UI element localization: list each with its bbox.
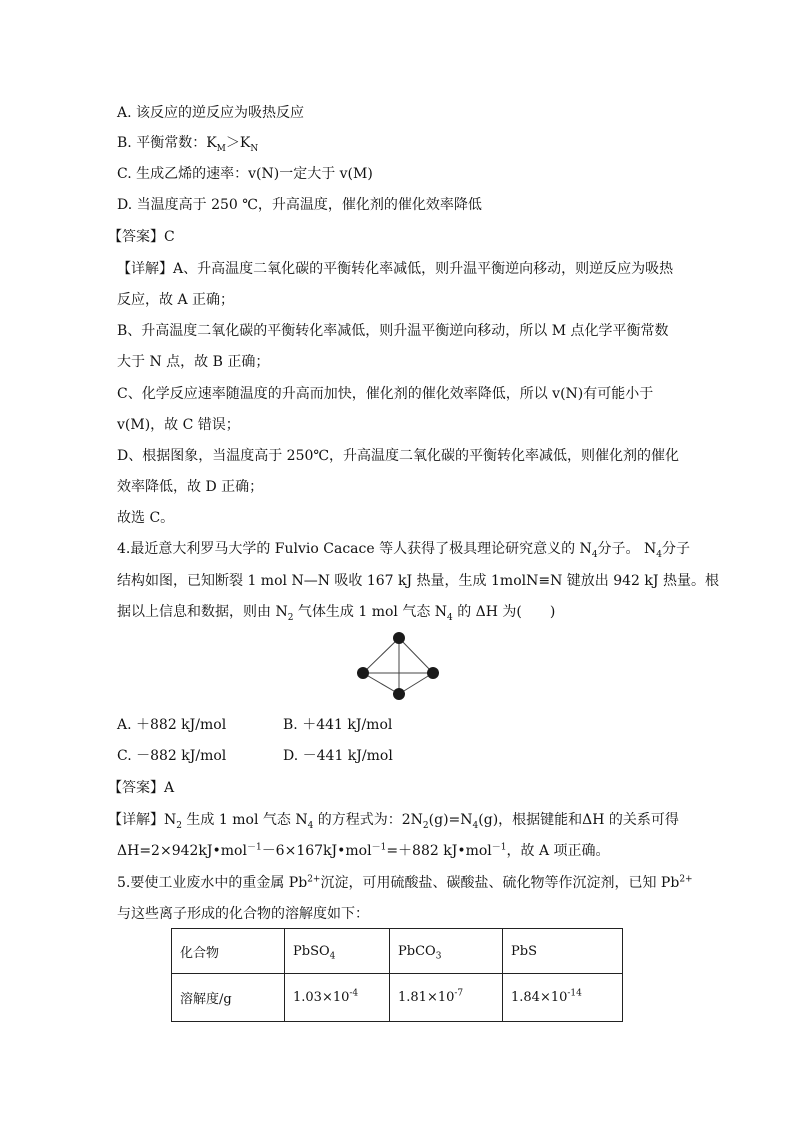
explanation-line: C、化学反应速率随温度的升高而加快，催化剂的催化效率降低，所以 v(N)有可能小于 [117, 386, 654, 402]
table-cell: PbSO$_4$ [285, 929, 390, 974]
explanation-line: D、根据图象，当温度高于 250℃，升高温度二氧化碳的平衡转化率减低，则催化剂的催化 [117, 448, 680, 464]
explanation-line: B、升高温度二氧化碳的平衡转化率减低，则升温平衡逆向移动，所以 M 点化学平衡常数 [117, 323, 669, 339]
table-cell: $1.03\times 10^{-4}$ [285, 974, 390, 1022]
option-c: C. －882 kJ/mol [117, 748, 227, 764]
nitrogen-atom [393, 688, 405, 700]
question-5-stem: 5.要使工业废水中的重金属 $Pb^{2+}$沉淀，可用硫酸盐、碳酸盐、硫化物等作沉淀剂，已知 $Pb^{2+}$ [117, 874, 693, 891]
table-cell: PbCO$_3$ [390, 929, 503, 974]
bond-line [363, 673, 399, 694]
table-cell: $1.81\times 10^{-7}$ [390, 974, 503, 1022]
question-4-stem: 结构如图，已知断裂 1 mol N—N 吸收 167 kJ 热量，生成 1molN≡N 键放出 942 kJ 热量。根 [117, 573, 719, 589]
explanation-line: 【详解】A、升高温度二氧化碳的平衡转化率减低，则升温平衡逆向移动，则逆反应为吸热 [117, 261, 674, 277]
table-cell: 溶解度/g [172, 974, 285, 1022]
explanation-line: 反应，故 A 正确； [117, 292, 235, 308]
answer-label: 【答案】A [108, 780, 175, 796]
explanation-line: v(M)，故 C 错误； [117, 417, 240, 433]
option-b: B. 平衡常数：$K_M>K_N$ [117, 135, 259, 154]
explanation-line: 【详解】$N_2$ 生成 1 mol 气态 $N_4$ 的方程式为：$2N_2(g)=N_4(g)$，根据键能和ΔH 的关系可得 [108, 812, 679, 831]
option-a: A. 该反应的逆反应为吸热反应 [117, 105, 305, 121]
option-c: C. 生成乙烯的速率：v(N)一定大于 v(M) [117, 166, 373, 182]
explanation-line: ΔH=2×942kJ•mol$^{-1}$－6×167kJ•mol$^{-1}$=＋882 kJ•mol$^{-1}$，故 A 项正确。 [117, 842, 610, 859]
question-4-stem: 4.最近意大利罗马大学的 Fulvio Cacace 等人获得了极具理论研究意义的 $N_4$分子。 $N_4$分子 [117, 541, 690, 560]
option-d: D. －441 kJ/mol [283, 748, 393, 764]
table-header-row [172, 929, 623, 974]
bond-line [363, 638, 399, 673]
nitrogen-atom [427, 667, 439, 679]
option-b: B. ＋441 kJ/mol [283, 717, 393, 733]
conclusion-line: 故选 C。 [117, 510, 175, 526]
explanation-line: 大于 N 点，故 B 正确； [117, 354, 270, 370]
explanation-line: 效率降低，故 D 正确； [117, 479, 264, 495]
table-cell: $1.84\times 10^{-14}$ [503, 974, 623, 1022]
question-4-stem: 据以上信息和数据，则由 $N_2$ 气体生成 1 mol 气态 $N_4$ 的 ΔH 为( ) [117, 604, 556, 623]
option-a: A. ＋882 kJ/mol [117, 717, 227, 733]
nitrogen-atom [393, 632, 405, 644]
table-cell: PbS [503, 929, 623, 974]
n4-molecule-diagram [350, 628, 450, 704]
bond-line [399, 638, 433, 673]
nitrogen-atom [357, 667, 369, 679]
question-5-stem: 与这些离子形成的化合物的溶解度如下： [117, 906, 369, 922]
table-row [172, 974, 623, 1022]
table-cell: 化合物 [172, 929, 285, 974]
solubility-table [171, 928, 623, 1022]
answer-label: 【答案】C [108, 229, 175, 245]
option-d: D. 当温度高于 250 ℃，升高温度，催化剂的催化效率降低 [117, 197, 482, 213]
